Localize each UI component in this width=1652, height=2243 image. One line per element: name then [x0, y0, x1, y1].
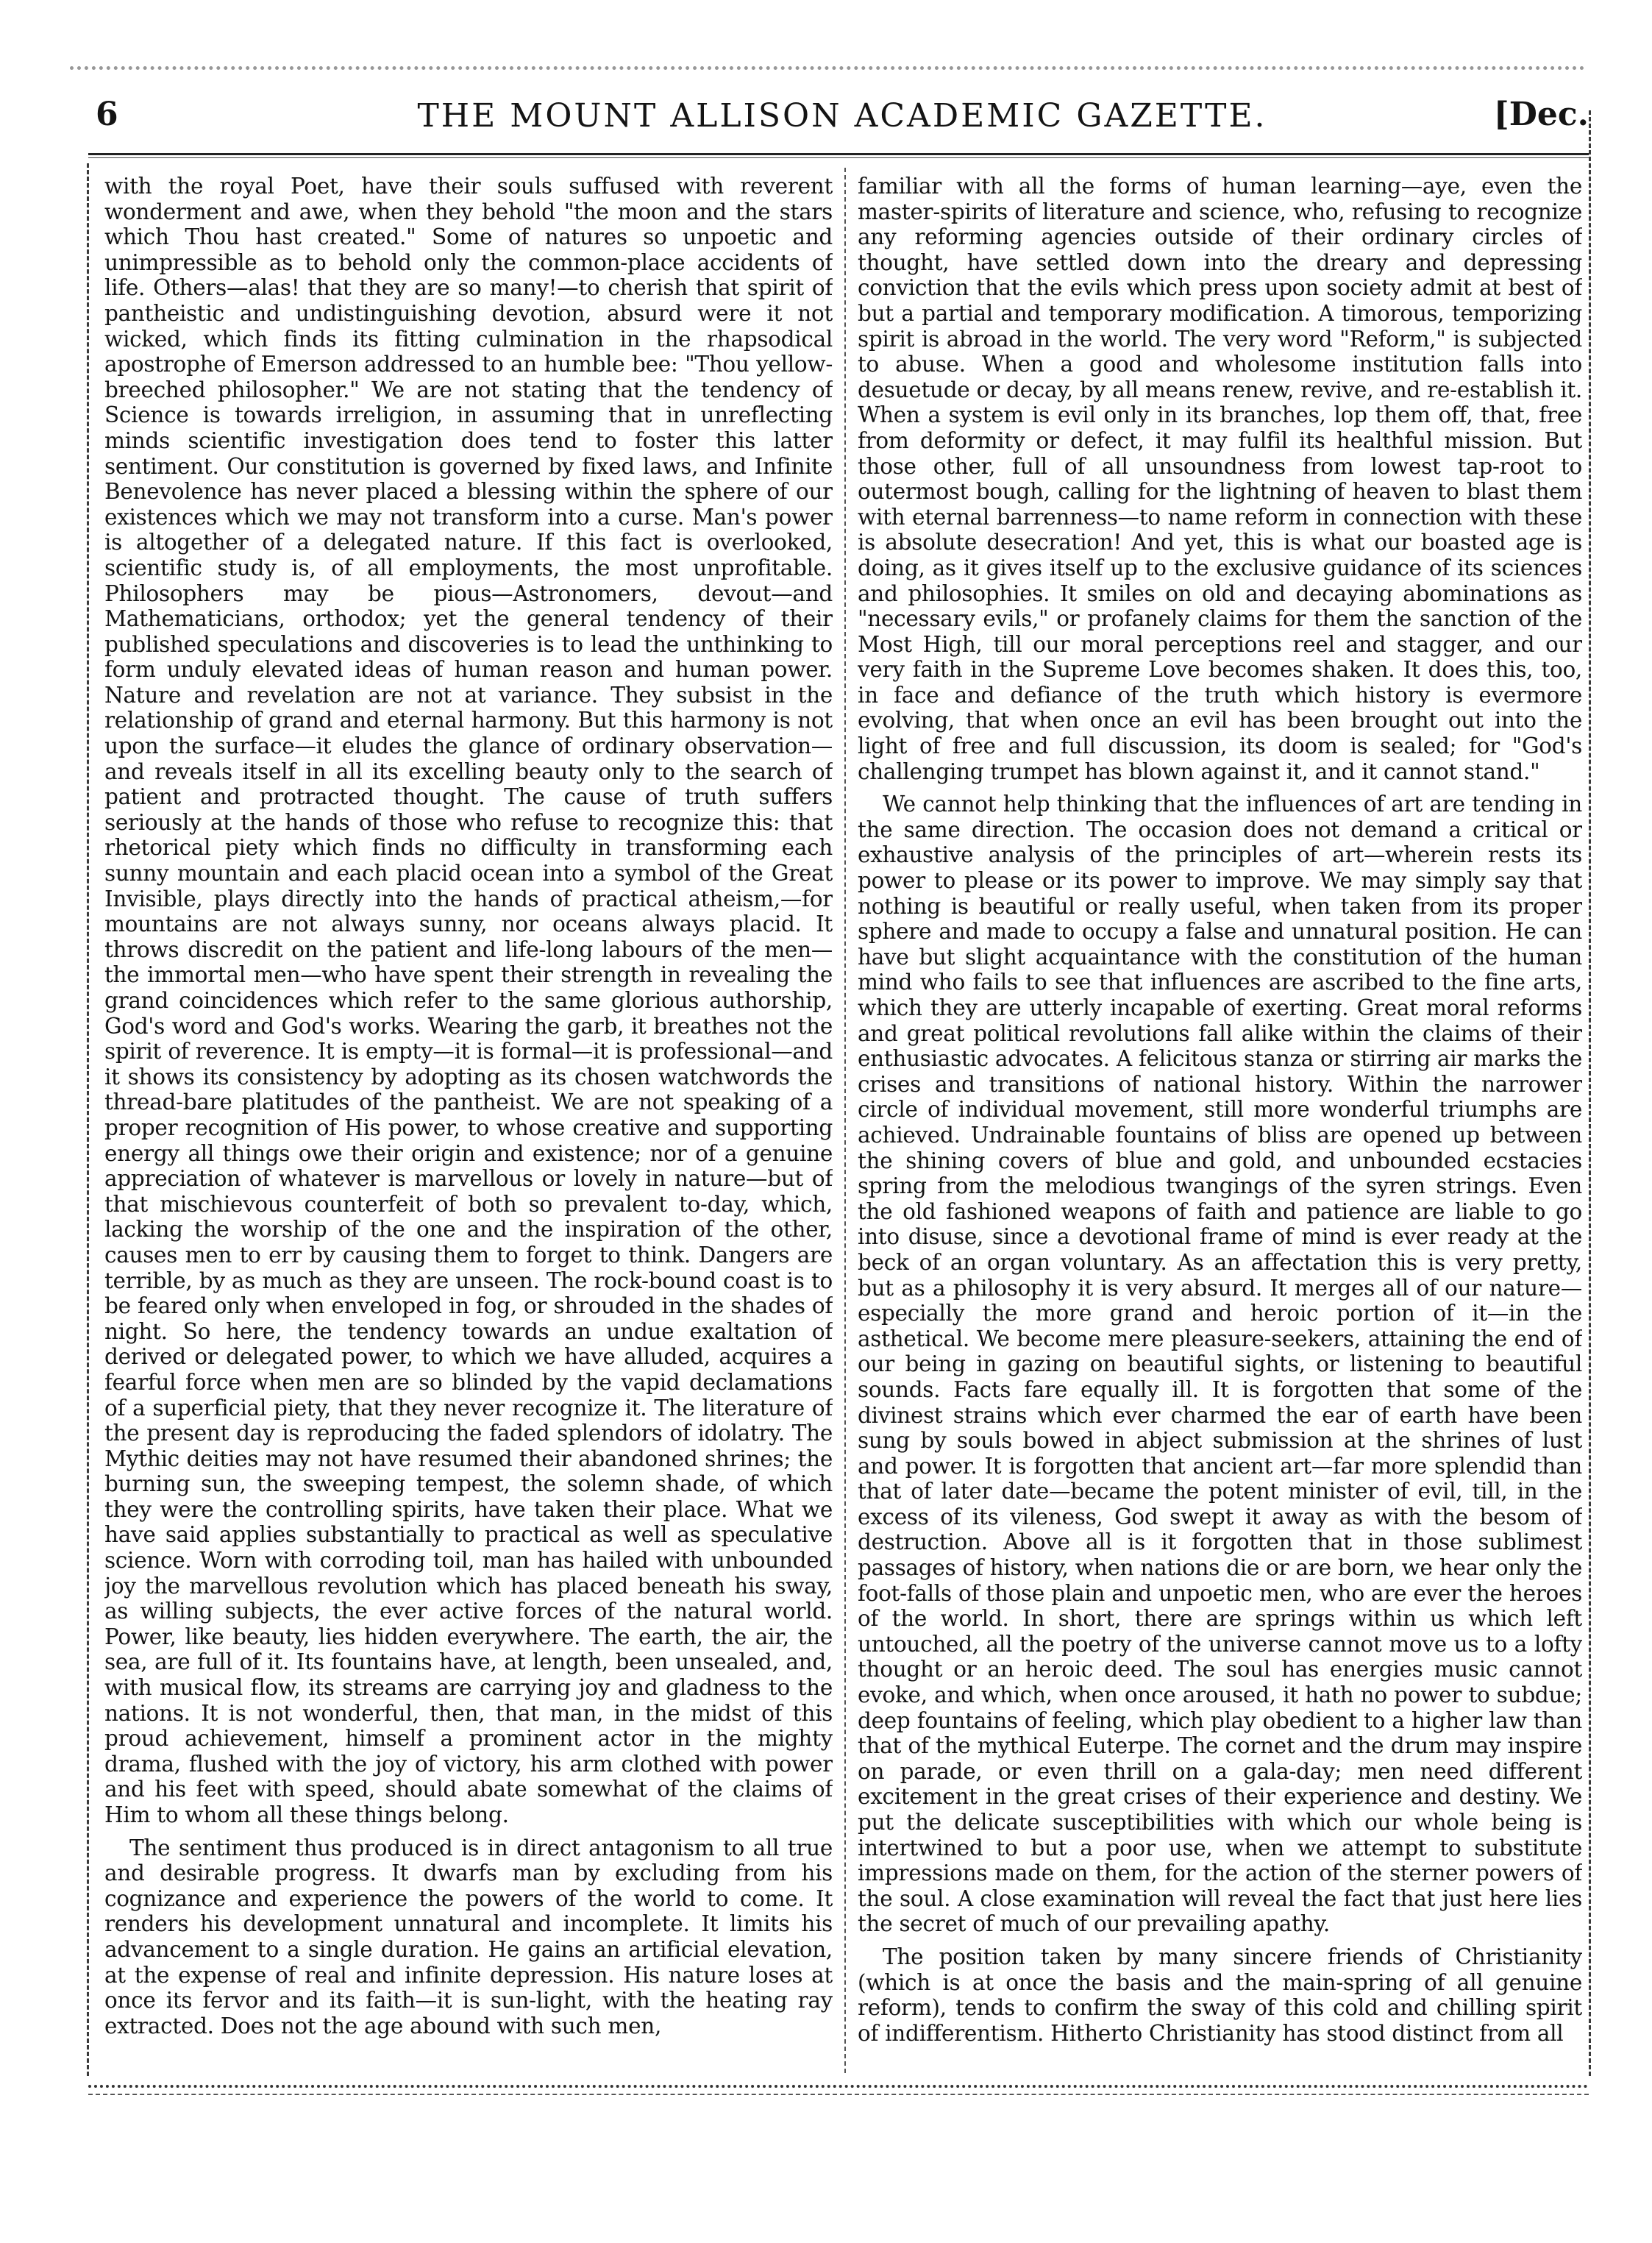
paragraph: The sentiment thus produced is in direct antagonism to all true and desirable progress. It dwarfs man by excluding from his cognizance and experience the powers of the world to come. It renders his development unnatural and incomplete. It limits his advancement to a single duration. He gains an artificial elevation, at the expense of real and infinite depression. His nature loses at once its fervor and its faith—it is sun-light, with the heating ray extracted. Does not the age abound with such men,: [104, 1835, 833, 2038]
right-column: [858, 174, 1582, 2075]
footer-rule: [88, 2085, 1589, 2088]
paragraph: familiar with all the forms of human learning—aye, even the master-spirits of literature and science, who, refusing to recognize any reforming agencies outside of their ordinary circles of thought, have settled down into the dreary and depressing conviction that the evils which press upon society admit at best of but a partial and temporary modification. A timorous, temporizing spirit is abroad in the world. The very word "Reform," is subjected to abuse. When a good and wholesome institution falls into desuetude or decay, by all means renew, revive, and re-establish it. When a system is evil only in its branches, lop them off, that, free from deformity or defect, it may fulfil its healthful mission. But those other, full of all unsoundness from lowest tap-root to outermost bough, calling for the lightning of heaven to blast them with eternal barrenness—to name reform in connection with these is absolute desecration! And yet, this is what our boasted age is doing, as it gives itself up to the exclusive guidance of its sciences and philosophies. It smiles on old and decaying abominations as "necessary evils," or profanely claims for them the sanction of the Most High, till our moral perceptions reel and stagger, and our very faith in the Supreme Love becomes shaken. It does this, too, in face and defiance of the truth which history is evermore evolving, that when once an evil has been brought out into the light of free and full discussion, its doom is sealed; for "God's challenging trumpet has blown against it, and it cannot stand.": [858, 174, 1582, 784]
left-border: [87, 163, 89, 2076]
issue-month: [Dec.: [1493, 96, 1589, 133]
right-border: [1589, 110, 1591, 2076]
top-border-noise: [70, 66, 1585, 77]
page-number: 6: [96, 96, 118, 133]
newspaper-title: THE MOUNT ALLISON ACADEMIC GAZETTE.: [417, 97, 1267, 135]
header-rule-thin: [88, 157, 1589, 158]
column-divider: [844, 168, 846, 2073]
paragraph: with the royal Poet, have their souls suffused with reverent wonderment and awe, when they behold "the moon and the stars which Thou hast created." Some of natures so unpoetic and unimpressible as to behold only the common-place accidents of life. Others—alas! that they are so many!—to cherish that spirit of pantheistic and undistinguishing devotion, absurd were it not wicked, which finds its fitting culmination in the rhapsodical apostrophe of Emerson addressed to an humble bee: "Thou yellow-breeched philosopher." We are not stating that the tendency of Science is towards irreligion, in assuming that in unreflecting minds scientific investigation does tend to foster this latter sentiment. Our constitution is governed by fixed laws, and Infinite Benevolence has never placed a blessing within the sphere of our existences which we may not transform into a curse. Man's power is altogether of a delegated nature. If this fact is overlooked, scientific study is, of all employments, the most unprofitable. Philosophers may be pious—Astronomers, devout—and Mathematicians, orthodox; yet the general tendency of their published speculations and discoveries is to lead the unthinking to form unduly elevated ideas of human reason and human power. Nature and revelation are not at variance. They subsist in the relationship of grand and eternal harmony. But this harmony is not upon the surface—it eludes the glance of ordinary observation—and reveals itself in all its excelling beauty only to the search of patient and protracted thought. The cause of truth suffers seriously at the hands of those who refuse to recognize this: that rhetorical piety which finds no difficulty in transforming each sunny mountain and each placid ocean into a symbol of the Great Invisible, plays directly into the hands of practical atheism,—for mountains are not always sunny, nor oceans always placid. It throws discredit on the patient and life-long labours of the men—the immortal men—who have spent their strength in revealing the grand coincidences which refer to the same glorious authorship, God's word and God's works. Wearing the garb, it breathes not the spirit of reverence. It is empty—it is formal—it is professional—and it shows its consistency by adopting as its chosen watchwords the thread-bare platitudes of the pantheist. We are not speaking of a proper recognition of His power, to whose creative and supporting energy all things owe their origin and existence; nor of a genuine appreciation of whatever is marvellous or lovely in nature—but of that mischievous counterfeit of both so prevalent to-day, which, lacking the worship of the one and the inspiration of the other, causes men to err by causing them to forget to think. Dangers are terrible, by as much as they are unseen. The rock-bound coast is to be feared only when enveloped in fog, or shrouded in the shades of night. So here, the tendency towards an undue exaltation of derived or delegated power, to which we have alluded, acquires a fearful force when men are so blinded by the vapid declamations of a superficial piety, that they never recognize it. The literature of the present day is reproducing the faded splendors of idolatry. The Mythic deities may not have resumed their abandoned shrines; the burning sun, the sweeping tempest, the solemn shade, of which they were the controlling spirits, have taken their place. What we have said applies substantially to practical as well as speculative science. Worn with corroding toil, man has hailed with unbounded joy the marvellous revolution which has placed beneath his sway, as willing subjects, the ever active forces of the natural world. Power, like beauty, lies hidden everywhere. The earth, the air, the sea, are full of it. Its fountains have, at length, been unsealed, and, with musical flow, its streams are carrying joy and gladness to the nations. It is not wonderful, then, that man, in the midst of this proud achievement, himself a prominent actor in the mighty drama, flushed with the joy of victory, his arm clothed with power and his feet with speed, should abate somewhat of the claims of Him to whom all these things belong.: [104, 174, 833, 1827]
footer-rule-thin: [88, 2094, 1589, 2095]
paragraph: The position taken by many sincere friends of Christianity (which is at once the basis and the main-spring of all genuine reform), tends to confirm the sway of this cold and chilling spirit of indifferentism. Hitherto Christianity has stood distinct from all: [858, 1944, 1582, 2046]
header-rule: [88, 153, 1589, 155]
left-column: [104, 174, 833, 2075]
paragraph: We cannot help thinking that the influences of art are tending in the same direction. The occasion does not demand a critical or exhaustive analysis of the principles of art—wherein rests its power to please or its power to improve. We may simply say that nothing is beautiful or really useful, when taken from its proper sphere and made to occupy a false and unnatural position. He can have but slight acquaintance with the constitution of the human mind who fails to see that influences are ascribed to the fine arts, which they are utterly incapable of exerting. Great moral reforms and great political revolutions fall alike within the claims of their enthusiastic advocates. A felicitous stanza or stirring air marks the crises and transitions of national history. Within the narrower circle of individual movement, still more wonderful triumphs are achieved. Undrainable fountains of bliss are opened up between the shining covers of blue and gold, and unbounded ecstacies spring from the melodious twangings of the syren strings. Even the old fashioned weapons of faith and patience are liable to go into disuse, since a devotional frame of mind is ever ready at the beck of an organ voluntary. As an affectation this is very pretty, but as a philosophy it is very absurd. It merges all of our nature—especially the more grand and heroic portion of it—in the asthetical. We become mere pleasure-seekers, attaining the end of our being in gazing on beautiful sights, or listening to beautiful sounds. Facts fare equally ill. It is forgotten that some of the divinest strains which ever charmed the ear of earth have been sung by souls bowed in abject submission at the shrines of lust and power. It is forgotten that ancient art—far more splendid than that of later date—became the potent minister of evil, till, in the excess of its vileness, God swept it away as with the besom of destruction. Above all is it forgotten that in those sublimest passages of history, when nations die or are born, we hear only the foot-falls of those plain and unpoetic men, who are ever the heroes of the world. In short, there are springs within us which left untouched, all the poetry of the universe cannot move us to a lofty thought or an heroic deed. The soul has energies music cannot evoke, and which, when once aroused, it hath no power to subdue; deep fountains of feeling, which play obedient to a higher law than that of the mythical Euterpe. The cornet and the drum may inspire on parade, or even thrill on a gala-day; men need different excitement in the great crises of their experience and destiny. We put the delicate susceptibilities with which our whole being is intertwined to but a poor use, when we attempt to substitute impressions made on them, for the action of the sterner powers of the soul. A close examination will reveal the fact that just here lies the secret of much of our prevailing apathy.: [858, 792, 1582, 1937]
page-header: [96, 90, 1589, 149]
